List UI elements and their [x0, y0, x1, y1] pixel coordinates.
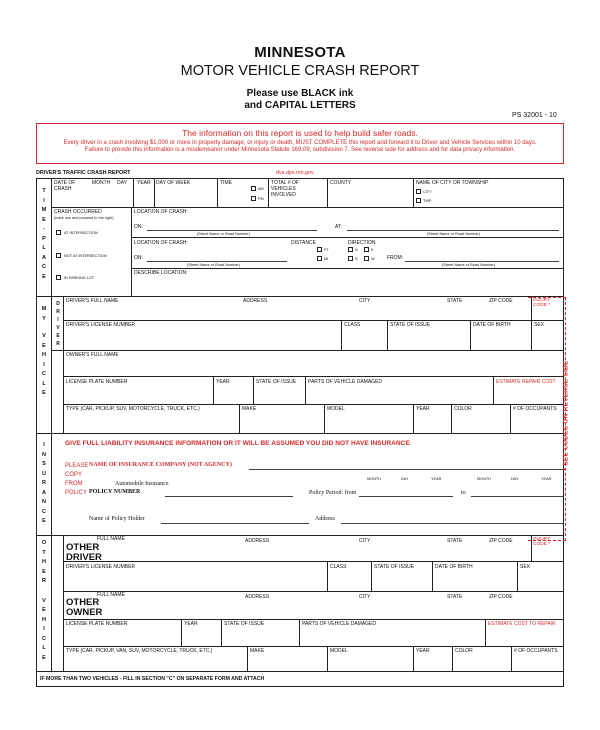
s-checkbox[interactable] — [348, 256, 353, 261]
other-parts-damaged-label: PARTS OF VEHICLE DAMAGED — [302, 621, 376, 627]
policy-number-input[interactable] — [165, 496, 293, 497]
my-owner-name-label: OWNER'S FULL NAME — [66, 352, 119, 358]
pm-checkbox[interactable] — [251, 196, 256, 201]
my-state-label: STATE — [447, 298, 463, 304]
mi-label: MI — [324, 257, 329, 261]
location-label-2: LOCATION OF CRASH: — [134, 240, 188, 246]
insurance-company-input[interactable] — [249, 469, 563, 470]
city-checkbox[interactable] — [416, 189, 421, 194]
my-type-label: TYPE (CAR, PICKUP, SUV, MOTORCYCLE, TRUCK, ETC.) — [66, 406, 200, 412]
n-label: N — [355, 248, 358, 252]
street-hint-2: (Street Name or Road Number) — [427, 232, 480, 236]
at-intersection-label: AT INTERSECTION — [64, 231, 98, 235]
street-hint-4: (Street Name or Road Number) — [442, 263, 495, 267]
distance-label: DISTANCE — [291, 240, 316, 246]
pm-label: PM — [258, 197, 264, 201]
other-plate-label: LICENSE PLATE NUMBER — [66, 621, 128, 627]
my-plate-label: LICENSE PLATE NUMBER — [66, 379, 128, 385]
street-hint-3: (Street Name or Road Number) — [187, 263, 240, 267]
my-model-label: MODEL — [327, 406, 345, 412]
crash-report-form — [36, 178, 564, 687]
side-label-my-vehicle: M Y V E H I C L E — [41, 306, 47, 396]
other-dob-label: DATE OF BIRTH — [435, 564, 473, 570]
on-street-input-1[interactable] — [147, 230, 317, 231]
on-street-input-2[interactable] — [147, 261, 287, 262]
other-driver-title: OTHER DRIVER — [66, 542, 102, 564]
divider-time-place — [37, 296, 563, 297]
policy-holder-label: Name of Policy Holder — [89, 516, 145, 522]
to-month-label: MONTH — [477, 477, 491, 481]
owner-state-label: STATE — [447, 594, 463, 600]
my-driver-name-label: DRIVER'S FULL NAME — [66, 298, 119, 304]
direction-label: DIRECTION — [348, 240, 376, 246]
my-parts-damaged-label: PARTS OF VEHICLE DAMAGED — [308, 379, 382, 385]
policy-to-label: to — [461, 490, 466, 496]
other-driver-name-label: FULL NAME — [97, 536, 125, 542]
crash-occurred-note: (mark one and proceed to the right) — [54, 216, 114, 220]
website: dvs.dps.mn.gov — [276, 170, 314, 176]
other-vehicle-year-label: YEAR — [416, 648, 430, 654]
am-label: AM — [258, 187, 264, 191]
owner-address-label: ADDRESS — [245, 594, 270, 600]
at-street-input[interactable] — [347, 230, 559, 231]
my-class-label: CLASS — [344, 322, 361, 328]
policy-number-label: POLICY NUMBER — [89, 489, 141, 495]
n-checkbox[interactable] — [348, 247, 353, 252]
my-city-label: CITY — [359, 298, 371, 304]
parking-lot-checkbox[interactable] — [56, 275, 61, 280]
insurance-warning: GIVE FULL LIABILITY INSURANCE INFORMATION OR IT WILL BE ASSUMED YOU DID NOT HAVE INSURANCE — [65, 440, 410, 447]
my-occupants-label: # OF OCCUPANTS — [513, 406, 557, 412]
twp-checkbox[interactable] — [416, 198, 421, 203]
other-state-issue-2-label: STATE OF ISSUE — [224, 621, 265, 627]
other-injury-code-label: INJURY CODE * — [533, 537, 551, 548]
time-label: TIME — [220, 180, 232, 186]
from-month-label: MONTH — [367, 477, 381, 481]
crash-occurred-label: CRASH OCCURRED — [54, 209, 102, 215]
day-label: DAY — [117, 180, 127, 186]
notice-line-2: Failure to provide this information is a misdemeanor under Minnesota Statute 169.09, subdivision 7. See reverse side for address and for data privacy information. — [84, 147, 516, 153]
driver-owner-side: D R I V E R — [56, 301, 60, 347]
ink-note-2: and CAPITAL LETTERS — [244, 100, 356, 111]
to-day-label: DAY — [511, 477, 519, 481]
side-column-line — [51, 179, 52, 671]
parking-lot-label: IN PARKING LOT — [64, 276, 95, 280]
my-dob-label: DATE OF BIRTH — [473, 322, 511, 328]
s-label: S — [355, 257, 358, 261]
my-address-label: ADDRESS — [243, 298, 268, 304]
my-injury-code-label: INJURY CODE * — [533, 298, 551, 309]
city-option-label: CITY — [423, 190, 432, 194]
other-state-issue-label: STATE OF ISSUE — [374, 564, 415, 570]
from-day-label: DAY — [401, 477, 409, 481]
twp-option-label: TWP — [423, 199, 432, 203]
other-type-label: TYPE (CAR, PICKUP, VAN, SUV, MOTORCYCLE, TRUCK, ETC.) — [66, 648, 213, 654]
my-state-issue-2-label: STATE OF ISSUE — [256, 379, 297, 385]
e-label: E — [371, 248, 374, 252]
ft-checkbox[interactable] — [317, 247, 322, 252]
footer-note: IF MORE THAN TWO VEHICLES - FILL IN SECTION "C" ON SEPARATE FORM AND ATTACH — [40, 676, 265, 682]
divider-my-vehicle — [37, 433, 563, 434]
form-title: MOTOR VEHICLE CRASH REPORT — [180, 63, 420, 79]
state-title: MINNESOTA — [254, 44, 346, 61]
at-intersection-checkbox[interactable] — [56, 230, 61, 235]
notice-line-1: Every driver in a crash involving $1,000 or more in property damage, or injury or death, MUST COMPLETE this report and forward it to Driver and Vehicle Services within 10 days. — [63, 140, 537, 146]
other-state-label: STATE — [447, 538, 463, 544]
mi-checkbox[interactable] — [317, 256, 322, 261]
my-repair-cost-label: ESTIMATE REPAIR COST — [496, 379, 556, 385]
at-label: AT: — [335, 224, 342, 230]
my-zip-label: ZIP CODE — [489, 298, 513, 304]
owner-zip-label: ZIP CODE — [489, 594, 513, 600]
date-of-crash-label: DATE OF CRASH — [54, 180, 76, 192]
city-township-label: NAME OF CITY OR TOWNSHIP — [416, 180, 489, 186]
my-year-label: YEAR — [216, 379, 230, 385]
ft-label: FT — [324, 248, 329, 252]
my-license-label: DRIVER'S LICENSE NUMBER — [66, 322, 136, 328]
notice-headline: The information on this report is used to help build safer roads. — [182, 128, 418, 138]
please-copy-from-policy: PLEASE COPY FROM POLICY — [65, 463, 89, 496]
to-year-label: YEAR — [541, 477, 552, 481]
other-sex-label: SEX — [520, 564, 531, 570]
other-make-label: MAKE — [250, 648, 265, 654]
notice-box — [36, 123, 564, 164]
my-state-issue-label: STATE OF ISSUE — [390, 322, 431, 328]
other-class-label: CLASS — [330, 564, 347, 570]
insurance-company-label: NAME OF INSURANCE COMPANY (NOT AGENCY) — [89, 462, 232, 468]
other-occupants-label: # OF OCCUPANTS — [514, 648, 558, 654]
year-label: YEAR — [137, 180, 151, 186]
divider-footer — [37, 671, 563, 672]
w-label: W — [371, 257, 375, 261]
holder-address-label: Address — [315, 516, 335, 522]
see-codes-note: * SEE CODES ON REVERSE SIDE — [562, 360, 570, 471]
side-label-time-place: T I M E - P L A C E — [41, 188, 47, 280]
other-owner-name-label: FULL NAME — [97, 592, 125, 598]
day-of-week-label: DAY OF WEEK — [156, 180, 191, 186]
my-make-label: MAKE — [242, 406, 257, 412]
on-label-1: ON: — [134, 224, 143, 230]
automobile-insurance-label: Automobile Insurance — [115, 481, 169, 487]
form-number: PS 32001 - 10 — [512, 112, 557, 119]
other-color-label: COLOR — [455, 648, 473, 654]
other-repair-cost-label: ESTIMATE COST TO REPAIR — [488, 621, 556, 627]
w-checkbox[interactable] — [364, 256, 369, 261]
describe-location-label: DESCRIBE LOCATION: — [134, 270, 188, 276]
from-year-label: YEAR — [431, 477, 442, 481]
am-checkbox[interactable] — [251, 186, 256, 191]
other-owner-title: OTHER OWNER — [66, 597, 103, 619]
location-label-1: LOCATION OF CRASH: — [134, 209, 188, 215]
street-hint-1: (Street Name or Road Number) — [197, 232, 250, 236]
policy-from-input[interactable] — [359, 496, 453, 497]
from-street-input[interactable] — [405, 261, 559, 262]
policy-holder-input[interactable] — [161, 523, 309, 524]
not-intersection-checkbox[interactable] — [56, 253, 61, 258]
other-city-label: CITY — [359, 538, 371, 544]
ink-note-1: Please use BLACK ink — [246, 88, 354, 99]
other-zip-label: ZIP CODE — [489, 538, 513, 544]
other-model-label: MODEL — [330, 648, 348, 654]
my-sex-label: SEX — [534, 322, 545, 328]
total-vehicles-label: TOTAL # OF VEHICLES INVOLVED — [271, 180, 299, 198]
owner-city-label: CITY — [359, 594, 371, 600]
other-license-label: DRIVER'S LICENSE NUMBER — [66, 564, 136, 570]
my-color-label: COLOR — [454, 406, 472, 412]
report-subtitle: DRIVER'S TRAFFIC CRASH REPORT — [36, 170, 131, 176]
not-intersection-label: NOT AT INTERSECTION — [64, 254, 107, 258]
from-label: FROM: — [387, 255, 404, 261]
other-year-label: YEAR — [184, 621, 198, 627]
side-label-other-vehicle: O T H E R V E H I C L E — [41, 540, 47, 661]
county-label: COUNTY — [330, 180, 352, 186]
other-address-label: ADDRESS — [245, 538, 270, 544]
e-checkbox[interactable] — [364, 247, 369, 252]
my-vehicle-year-label: YEAR — [416, 406, 430, 412]
side-label-insurance: I N S U R A N C E — [42, 442, 46, 524]
month-label: MONTH — [92, 180, 111, 186]
policy-period-label: Policy Period: from — [309, 490, 357, 496]
on-label-2: ON: — [134, 255, 143, 261]
